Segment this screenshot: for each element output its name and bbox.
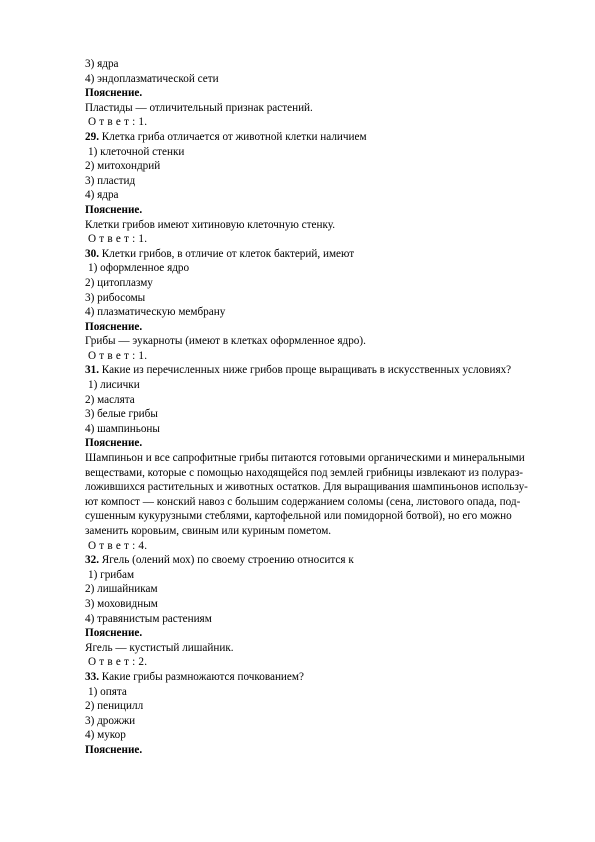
answer-line: О т в е т : 2. (88, 656, 148, 669)
option: 2) маслята (85, 393, 135, 406)
option: 4) мукор (85, 729, 126, 742)
answer-line: О т в е т : 1. (88, 349, 148, 362)
explanation-text-line: сушенным кукурузными стеблями, картофельной или помидорной ботвой), но его можно (85, 510, 512, 523)
answer-line: О т в е т : 4. (88, 539, 148, 552)
question-text: Клетки грибов, в отличие от клеток бактерий, имеют (98, 247, 355, 260)
question-text: Какие грибы размножаются почкованием? (98, 670, 304, 683)
option: 3) пластид (85, 174, 136, 187)
option: 3) моховидным (85, 597, 158, 610)
explanation-text: Грибы — эукарноты (имеют в клетках оформленное ядро). (85, 335, 366, 348)
question-33 (85, 670, 555, 685)
option: 3) ядра (85, 58, 119, 70)
question-text: Клетка гриба отличается от животной клетки наличием (98, 130, 367, 143)
option: 2) пеницилл (85, 700, 144, 713)
explanation-text: Клетки грибов имеют хитиновую клеточную стенку. (85, 218, 336, 231)
question-31 (85, 363, 555, 378)
option: 2) цитоплазму (85, 276, 153, 289)
page-content (85, 57, 555, 758)
option: 1) лисички (88, 379, 140, 392)
option: 1) оформленное ядро (88, 262, 190, 275)
explanation-text-line: ют компост — конский навоз с большим содержанием соломы (сена, листового опада, под- (85, 495, 521, 508)
option: 1) клеточной стенки (88, 145, 185, 158)
answer-line: О т в е т : 1. (88, 116, 148, 129)
question-30 (85, 247, 555, 262)
explanation-text-line: ложившихся растительных и животных остатков. Для выращивания шампиньонов использу- (85, 481, 528, 494)
question-32 (85, 553, 555, 568)
option: 1) грибам (88, 568, 135, 581)
option: 4) плазматическую мембрану (85, 306, 226, 319)
explanation-text: Ягель — кустистый лишайник. (85, 641, 234, 654)
option: 2) лишайникам (85, 583, 158, 596)
explanation-text-line: заменить коровьим, свиным или куриным пометом. (85, 525, 332, 537)
explanation-text-line: Шампиньон и все сапрофитные грибы питаются готовыми органическими и минеральными (85, 452, 525, 465)
question-text: Какие из перечисленных ниже грибов проще выращивать в искусственных условиях? (98, 364, 512, 377)
option: 4) эндоплазматической сети (85, 72, 219, 85)
question-number: 31. (85, 364, 99, 377)
explanation-label: Пояснение. (85, 203, 143, 216)
option: 4) ядра (85, 189, 119, 202)
explanation-label: Пояснение. (85, 743, 143, 756)
question-number: 33. (85, 670, 99, 683)
explanation-label: Пояснение. (85, 437, 143, 450)
option: 2) митохондрий (85, 160, 161, 173)
explanation-text-line: веществами, которые с помощью находящейся под землей грибницы извлекают из полураз- (85, 466, 523, 479)
option: 4) травянистым растениям (85, 612, 212, 625)
explanation-label: Пояснение. (85, 320, 143, 333)
explanation-label: Пояснение. (85, 87, 143, 100)
explanation-text: Пластиды — отличительный признак растений. (85, 101, 313, 114)
option: 3) белые грибы (85, 408, 158, 421)
explanation-label: Пояснение. (85, 627, 143, 640)
question-29 (85, 130, 555, 145)
question-number: 29. (85, 130, 99, 143)
question-number: 32. (85, 554, 99, 567)
option: 3) дрожжи (85, 714, 136, 727)
question-text: Ягель (олений мох) по своему строению относится к (98, 554, 354, 567)
option: 1) опята (88, 685, 127, 698)
option: 3) рибосомы (85, 291, 146, 304)
question-number: 30. (85, 247, 99, 260)
answer-line: О т в е т : 1. (88, 233, 148, 246)
option: 4) шампиньоны (85, 422, 160, 435)
